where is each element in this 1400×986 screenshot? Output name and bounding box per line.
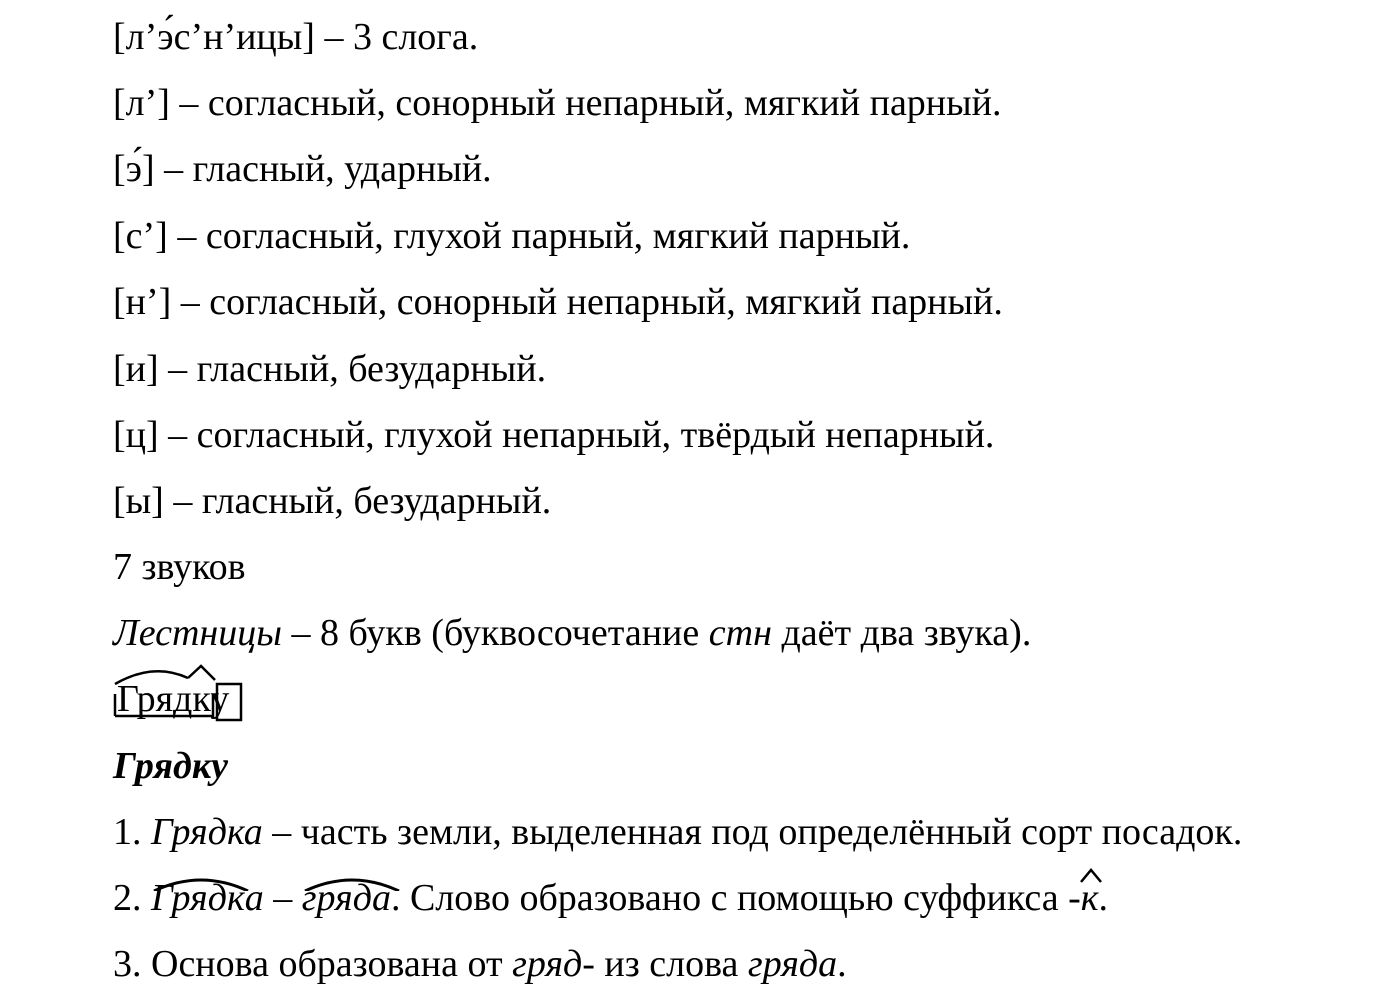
dash: – <box>263 877 302 919</box>
sound-line: [л’] – согласный, сонорный непарный, мягкий парный. <box>113 82 1002 124</box>
document-page <box>113 0 1393 986</box>
letters-word: Лестницы <box>113 612 282 654</box>
sound-line: [ы] – гласный, безударный. <box>113 480 552 522</box>
sound-line: [ц] – согласный, глухой непарный, твёрдый непарный. <box>113 414 995 456</box>
point-3-stem: гряд <box>512 943 583 985</box>
base-word-ending: а <box>371 877 391 919</box>
morphemic-parse <box>113 664 253 724</box>
point-1-text: – часть земли, выделенная под определённый сорт посадок. <box>262 811 1243 853</box>
word-heading: Грядку <box>113 745 228 787</box>
point-3-text-2: - из слова <box>582 943 748 985</box>
sound-line: [и] – гласный, безударный. <box>113 348 547 390</box>
letters-line <box>113 614 1031 652</box>
letters-text-1: – 8 букв (буквосочетание <box>282 612 709 654</box>
point-number: 1. <box>113 811 151 853</box>
point-number: 2. <box>113 877 151 919</box>
sound-line: [э́] – гласный, ударный. <box>113 148 492 190</box>
point-3-word: гряда <box>747 943 838 985</box>
letters-text-2: даёт два звука). <box>771 612 1032 654</box>
derived-word-ending: а <box>244 877 264 919</box>
point-1-word: Грядка <box>151 811 263 853</box>
base-word <box>302 879 372 917</box>
parse-word: Грядку <box>117 678 230 720</box>
point-3-tail: . <box>837 943 847 985</box>
suffix <box>1081 879 1099 917</box>
point-2 <box>113 879 1108 917</box>
derived-word <box>151 879 245 917</box>
point-number: 3. <box>113 943 151 985</box>
letter-combination: стн <box>708 612 772 654</box>
point-2-text: . Слово образовано с помощью суффикса - <box>390 877 1081 919</box>
sound-line: [н’] – согласный, сонорный непарный, мягкий парный. <box>113 281 1003 323</box>
suffix-letter: к <box>1080 877 1099 919</box>
sound-count: 7 звуков <box>113 546 246 588</box>
derived-word-suffix: к <box>226 877 245 919</box>
point-2-tail: . <box>1098 877 1109 919</box>
point-3 <box>113 945 847 983</box>
point-1 <box>113 813 1242 851</box>
sound-line: [с’] – согласный, глухой парный, мягкий парный. <box>113 215 911 257</box>
derived-word-stem: Гряд <box>151 877 227 919</box>
transcription-line: [л’э́с’н’ицы] – 3 слога. <box>113 16 479 58</box>
base-word-root: гряд <box>301 877 372 919</box>
point-3-text-1: Основа образована от <box>151 943 513 985</box>
